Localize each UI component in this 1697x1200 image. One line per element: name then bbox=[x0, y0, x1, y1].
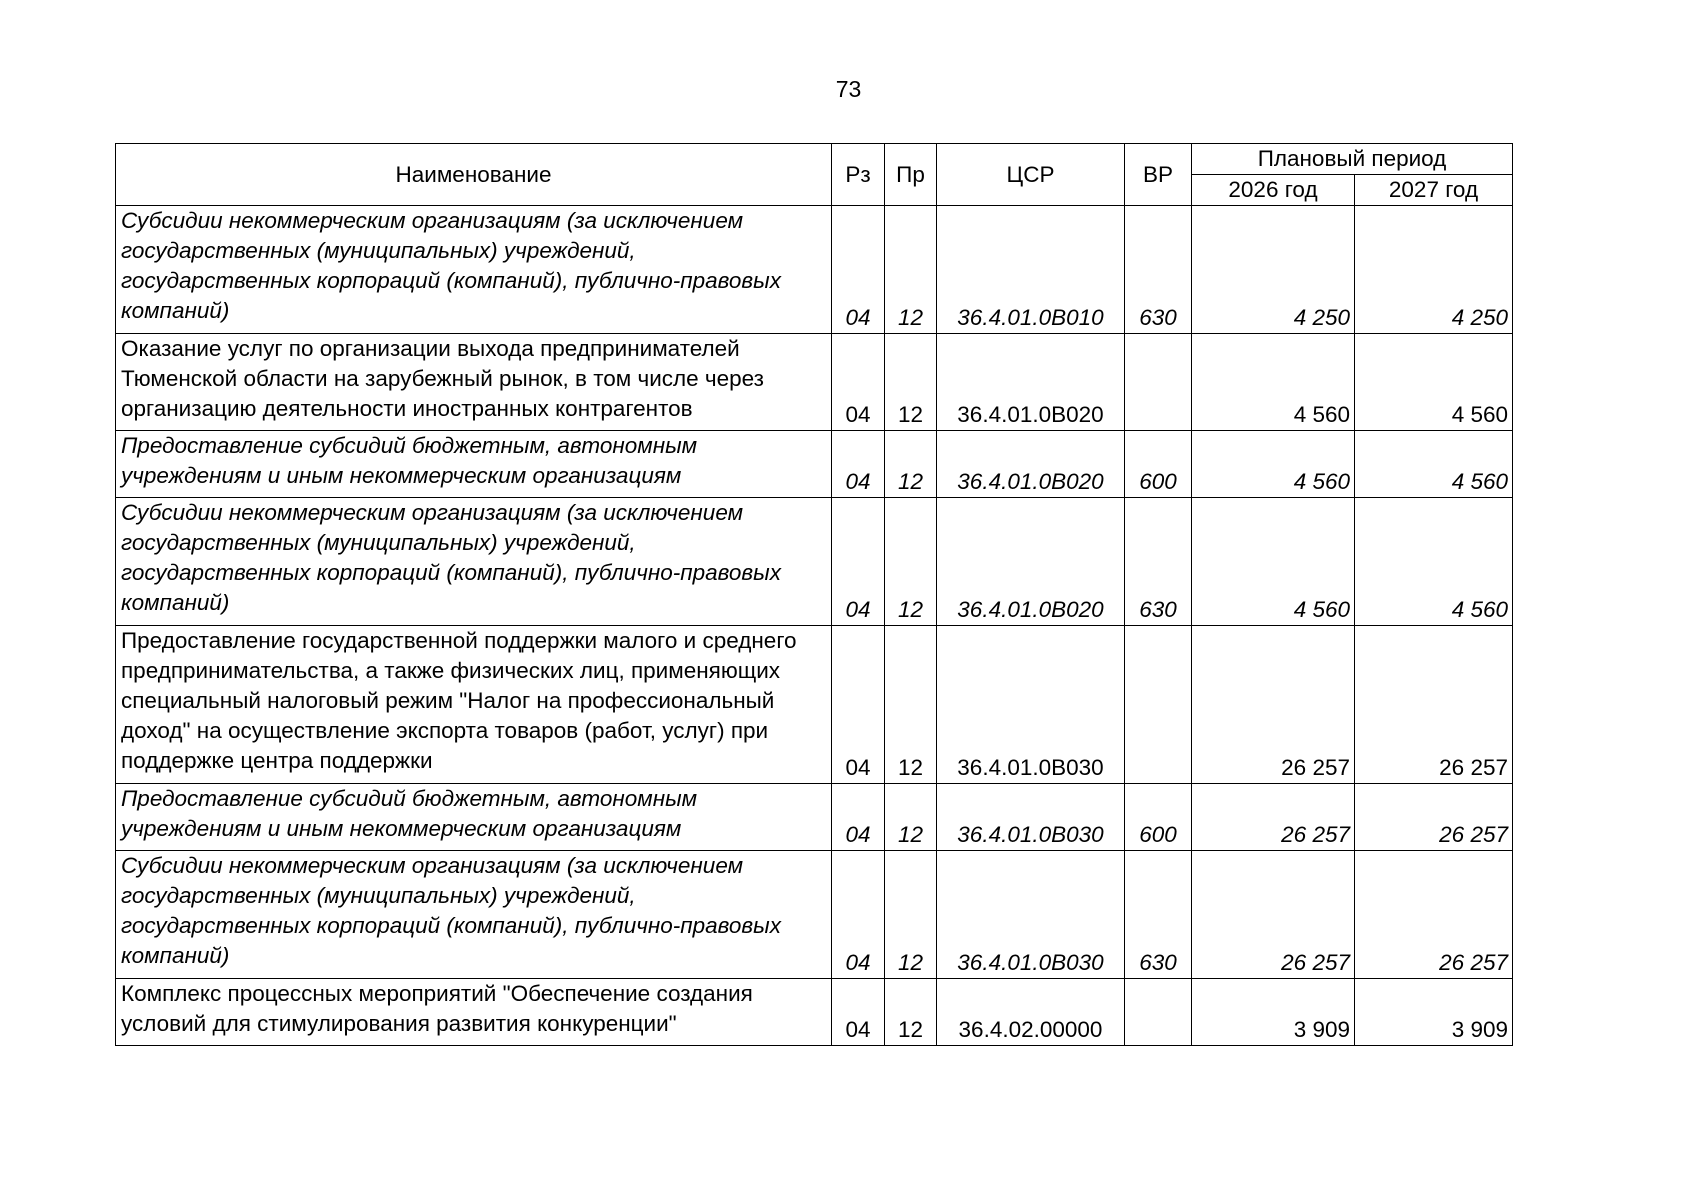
row-csr: 36.4.01.0В030 bbox=[937, 626, 1125, 784]
row-pr: 12 bbox=[885, 334, 937, 431]
row-vr: 630 bbox=[1125, 206, 1192, 334]
row-name: Предоставление государственной поддержки малого и среднего предпринимательства, а также физических лиц, применяющих специальный налоговый режим "Налог на профессиональный доход" на осуществление экспорта товаров (работ, услуг) при поддержке центра поддержки bbox=[116, 626, 832, 784]
row-2027: 26 257 bbox=[1355, 626, 1513, 784]
row-csr: 36.4.01.0В020 bbox=[937, 334, 1125, 431]
row-csr: 36.4.01.0В030 bbox=[937, 851, 1125, 979]
row-2026: 4 250 bbox=[1192, 206, 1355, 334]
row-pr: 12 bbox=[885, 498, 937, 626]
table-row bbox=[116, 206, 1513, 334]
row-vr bbox=[1125, 979, 1192, 1046]
row-2027: 4 250 bbox=[1355, 206, 1513, 334]
row-rz: 04 bbox=[832, 979, 885, 1046]
row-2026: 26 257 bbox=[1192, 784, 1355, 851]
row-name: Субсидии некоммерческим организациям (за исключением государственных (муниципальных) учреждений, государственных корпораций (компаний), публично-правовых компаний) bbox=[116, 851, 832, 979]
row-name: Субсидии некоммерческим организациям (за исключением государственных (муниципальных) учреждений, государственных корпораций (компаний), публично-правовых компаний) bbox=[116, 498, 832, 626]
row-2027: 4 560 bbox=[1355, 334, 1513, 431]
header-rz: Рз bbox=[832, 144, 885, 206]
row-csr: 36.4.01.0В010 bbox=[937, 206, 1125, 334]
row-2026: 26 257 bbox=[1192, 626, 1355, 784]
row-2026: 4 560 bbox=[1192, 431, 1355, 498]
table-row bbox=[116, 784, 1513, 851]
row-2027: 3 909 bbox=[1355, 979, 1513, 1046]
table-row bbox=[116, 851, 1513, 979]
row-vr: 600 bbox=[1125, 431, 1192, 498]
row-rz: 04 bbox=[832, 206, 885, 334]
table-row bbox=[116, 334, 1513, 431]
row-csr: 36.4.02.00000 bbox=[937, 979, 1125, 1046]
table-row bbox=[116, 431, 1513, 498]
row-2027: 4 560 bbox=[1355, 431, 1513, 498]
row-vr: 600 bbox=[1125, 784, 1192, 851]
table-header-row bbox=[116, 144, 1513, 175]
header-csr: ЦСР bbox=[937, 144, 1125, 206]
row-vr: 630 bbox=[1125, 851, 1192, 979]
header-year-2027: 2027 год bbox=[1355, 175, 1513, 206]
row-name: Комплекс процессных мероприятий "Обеспечение создания условий для стимулирования развития конкуренции" bbox=[116, 979, 832, 1046]
row-csr: 36.4.01.0В020 bbox=[937, 431, 1125, 498]
row-2026: 4 560 bbox=[1192, 498, 1355, 626]
header-pr: Пр bbox=[885, 144, 937, 206]
table-row bbox=[116, 498, 1513, 626]
row-2027: 26 257 bbox=[1355, 784, 1513, 851]
row-rz: 04 bbox=[832, 334, 885, 431]
header-vr: ВР bbox=[1125, 144, 1192, 206]
row-name: Предоставление субсидий бюджетным, автономным учреждениям и иным некоммерческим организациям bbox=[116, 784, 832, 851]
row-rz: 04 bbox=[832, 851, 885, 979]
page-number: 73 bbox=[835, 76, 862, 102]
row-pr: 12 bbox=[885, 431, 937, 498]
row-vr bbox=[1125, 334, 1192, 431]
table-row bbox=[116, 626, 1513, 784]
table-row bbox=[116, 979, 1513, 1046]
budget-table bbox=[115, 143, 1513, 1046]
row-name: Предоставление субсидий бюджетным, автономным учреждениям и иным некоммерческим организациям bbox=[116, 431, 832, 498]
row-csr: 36.4.01.0В030 bbox=[937, 784, 1125, 851]
row-2026: 26 257 bbox=[1192, 851, 1355, 979]
row-vr: 630 bbox=[1125, 498, 1192, 626]
row-rz: 04 bbox=[832, 784, 885, 851]
row-pr: 12 bbox=[885, 784, 937, 851]
row-pr: 12 bbox=[885, 851, 937, 979]
header-planned-period: Плановый период bbox=[1192, 144, 1513, 175]
header-name: Наименование bbox=[116, 144, 832, 206]
row-csr: 36.4.01.0В020 bbox=[937, 498, 1125, 626]
row-2027: 4 560 bbox=[1355, 498, 1513, 626]
row-2026: 4 560 bbox=[1192, 334, 1355, 431]
row-pr: 12 bbox=[885, 206, 937, 334]
row-pr: 12 bbox=[885, 626, 937, 784]
header-year-2026: 2026 год bbox=[1192, 175, 1355, 206]
row-2027: 26 257 bbox=[1355, 851, 1513, 979]
row-name: Оказание услуг по организации выхода предпринимателей Тюменской области на зарубежный рынок, в том числе через организацию деятельности иностранных контрагентов bbox=[116, 334, 832, 431]
row-2026: 3 909 bbox=[1192, 979, 1355, 1046]
row-rz: 04 bbox=[832, 431, 885, 498]
row-rz: 04 bbox=[832, 626, 885, 784]
row-vr bbox=[1125, 626, 1192, 784]
row-name: Субсидии некоммерческим организациям (за исключением государственных (муниципальных) учреждений, государственных корпораций (компаний), публично-правовых компаний) bbox=[116, 206, 832, 334]
row-rz: 04 bbox=[832, 498, 885, 626]
row-pr: 12 bbox=[885, 979, 937, 1046]
